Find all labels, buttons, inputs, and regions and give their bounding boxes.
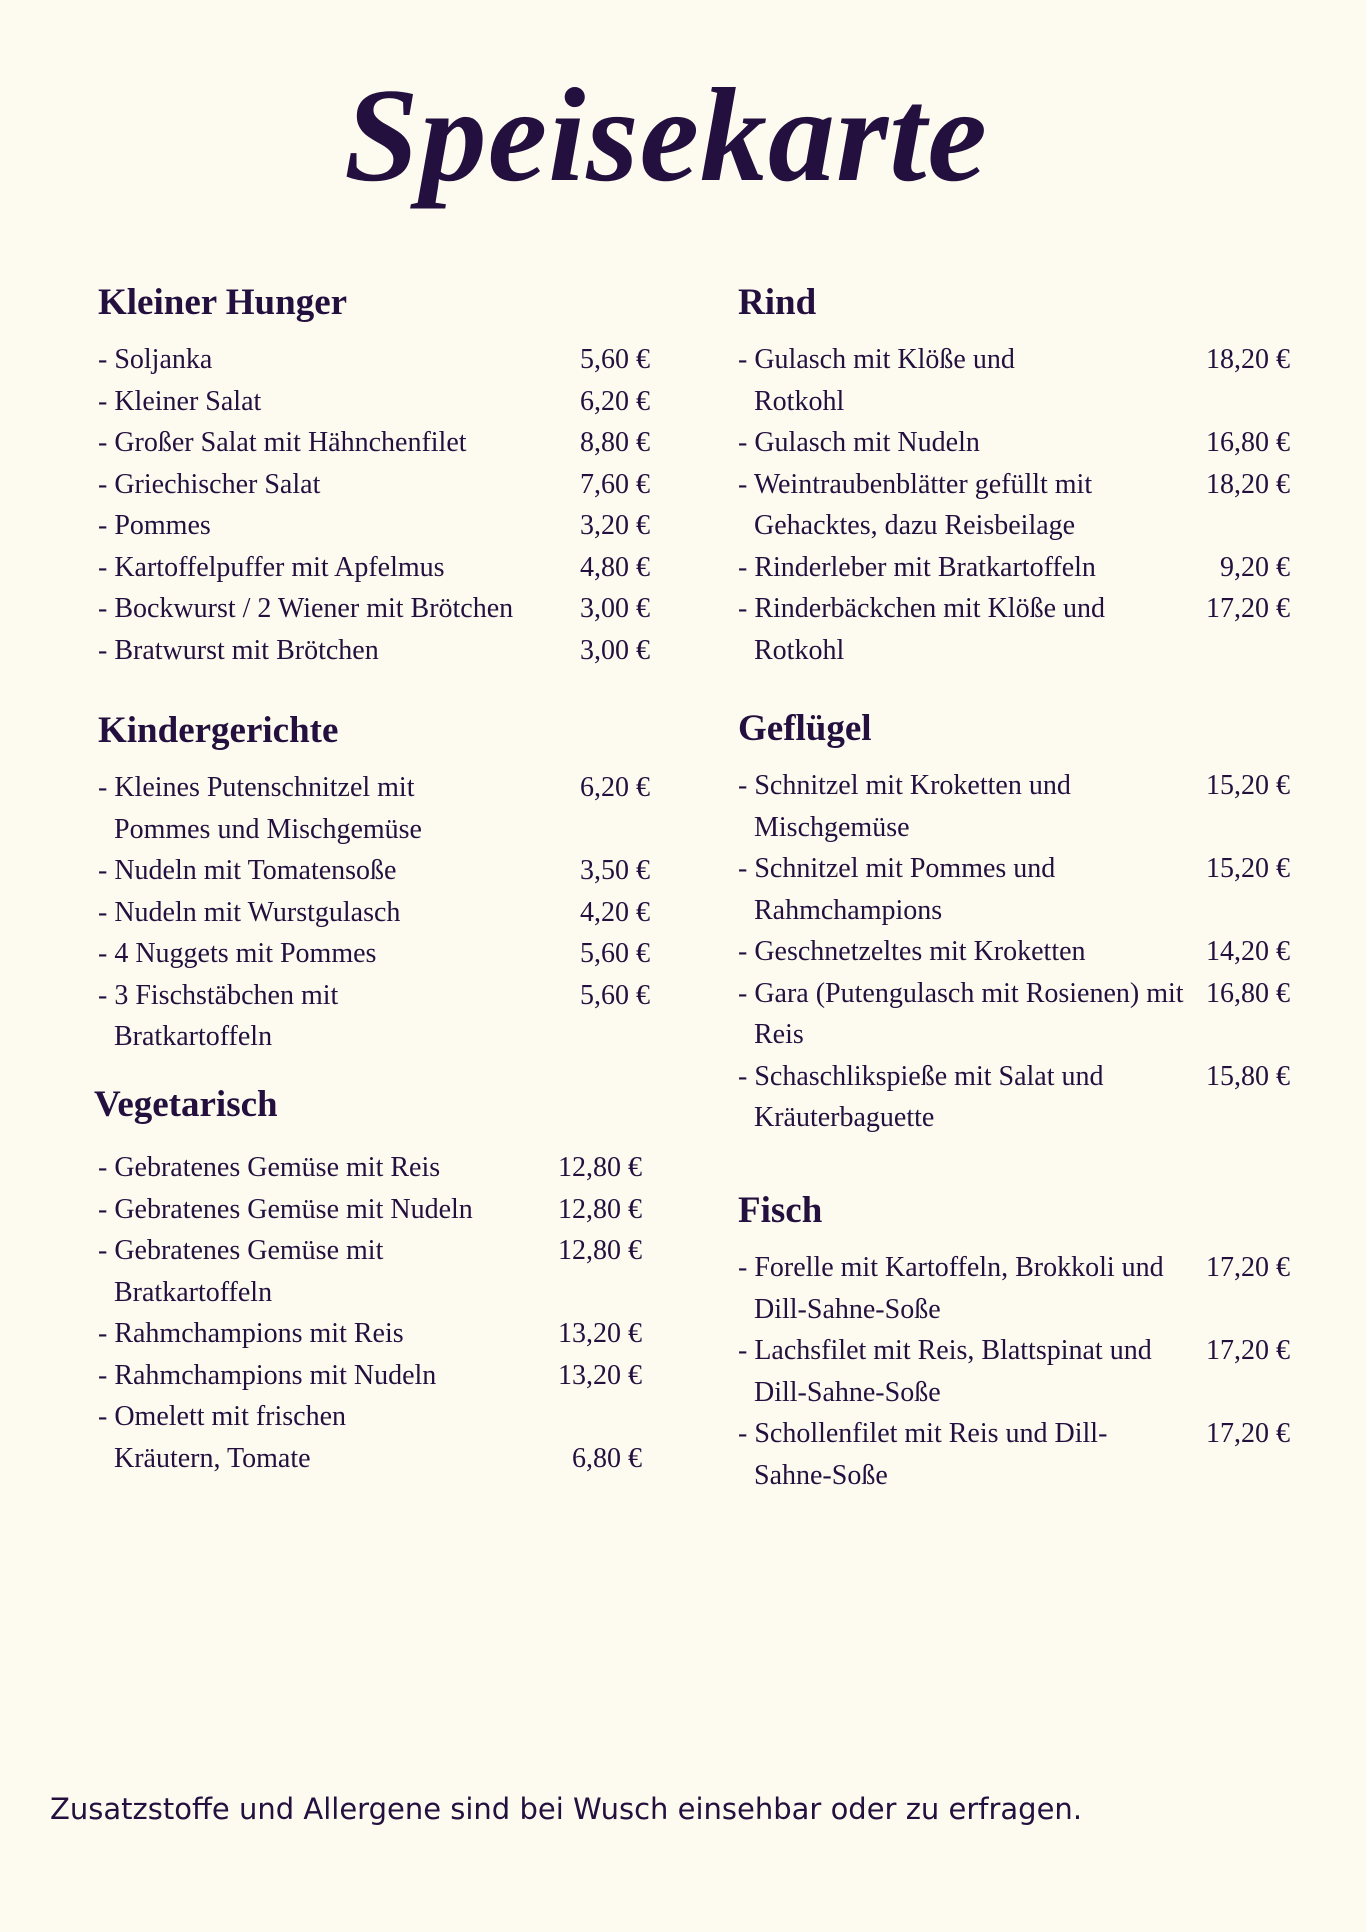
item-price: 4,20 € bbox=[580, 896, 650, 928]
item-name: - Gulasch mit Nudeln bbox=[738, 427, 980, 458]
item-price: 12,80 € bbox=[558, 1152, 642, 1183]
item-price: 3,50 € bbox=[580, 855, 650, 886]
menu-item bbox=[738, 848, 1290, 931]
item-price: 4,80 € bbox=[580, 551, 650, 583]
item-price: 6,80 € bbox=[572, 1442, 642, 1474]
item-name: - Kartoffelpuffer mit Apfelmus bbox=[98, 551, 445, 583]
menu-item bbox=[738, 765, 1290, 848]
item-price: 17,20 € bbox=[1206, 1335, 1290, 1366]
menu-item bbox=[738, 547, 1290, 589]
section-vegetarisch bbox=[94, 1086, 646, 1479]
item-price: 13,20 € bbox=[558, 1318, 642, 1349]
menu-item bbox=[98, 1147, 642, 1189]
item-price: 16,80 € bbox=[1206, 427, 1290, 458]
item-name: - Schollenfilet mit Reis und Dill-Sahne-Soße bbox=[738, 1418, 1108, 1491]
allergen-note: Zusatzstoffe und Allergene sind bei Wusch einsehbar oder zu erfragen. bbox=[50, 1792, 1083, 1826]
item-price: 8,80 € bbox=[580, 427, 650, 458]
menu-item bbox=[738, 973, 1290, 1056]
item-name: - Lachsfilet mit Reis, Blattspinat und Dill-Sahne-Soße bbox=[738, 1335, 1152, 1408]
section-heading: Rind bbox=[738, 282, 817, 323]
menu-item bbox=[98, 1313, 642, 1355]
item-name: - Großer Salat mit Hähnchenfilet bbox=[98, 427, 467, 458]
item-price: 6,20 € bbox=[580, 772, 650, 803]
item-name: - Forelle mit Kartoffeln, Brokkoli und Dill-Sahne-Soße bbox=[738, 1252, 1164, 1325]
menu-item bbox=[738, 339, 1290, 422]
menu-item bbox=[98, 339, 650, 381]
section-kindergerichte bbox=[98, 712, 650, 1058]
item-name: - Rinderbäckchen mit Klöße und Rotkohl bbox=[738, 593, 1106, 666]
item-price: 9,20 € bbox=[1220, 551, 1290, 583]
menu-item bbox=[98, 381, 650, 423]
menu-item bbox=[738, 588, 1290, 671]
section-heading: Vegetarisch bbox=[94, 1084, 278, 1125]
menu-item bbox=[98, 933, 650, 975]
item-price: 15,80 € bbox=[1206, 1060, 1290, 1092]
item-price: 14,20 € bbox=[1206, 936, 1290, 967]
section-gefluegel bbox=[738, 710, 1290, 1139]
menu-item bbox=[98, 1396, 642, 1479]
item-price: 18,20 € bbox=[1206, 468, 1290, 500]
menu-item bbox=[98, 1189, 642, 1231]
menu-item bbox=[738, 1247, 1290, 1330]
item-price: 17,20 € bbox=[1206, 1418, 1290, 1449]
menu-item bbox=[738, 931, 1290, 973]
item-name: - Kleines Putenschnitzel mit Pommes und Mischgemüse bbox=[98, 772, 422, 845]
item-price: 18,20 € bbox=[1206, 344, 1290, 375]
item-price: 15,20 € bbox=[1206, 853, 1290, 884]
item-name: - Nudeln mit Tomatensoße bbox=[98, 855, 397, 886]
item-price: 12,80 € bbox=[558, 1193, 642, 1225]
menu-item bbox=[98, 850, 650, 892]
menu-item bbox=[738, 422, 1290, 464]
item-price: 6,20 € bbox=[580, 385, 650, 417]
item-name: - Bratwurst mit Brötchen bbox=[98, 634, 379, 666]
menu-item bbox=[98, 505, 650, 547]
item-price: 17,20 € bbox=[1206, 593, 1290, 624]
section-fisch bbox=[738, 1192, 1290, 1496]
item-price: 13,20 € bbox=[558, 1359, 642, 1391]
item-name: - Omelett mit frischen Kräutern, Tomate bbox=[98, 1401, 347, 1474]
item-name: - Schnitzel mit Kroketten und Mischgemüse bbox=[738, 770, 1071, 843]
item-name: - 3 Fischstäbchen mit Bratkartoffeln bbox=[98, 979, 339, 1052]
menu-item bbox=[98, 630, 650, 672]
menu-item bbox=[738, 1330, 1290, 1413]
item-price: 3,20 € bbox=[580, 510, 650, 541]
item-name: - Griechischer Salat bbox=[98, 468, 321, 500]
item-name: - Gara (Putengulasch mit Rosienen) mit Reis bbox=[738, 977, 1184, 1050]
section-rind bbox=[738, 284, 1290, 671]
item-name: - Kleiner Salat bbox=[98, 385, 262, 417]
page-title: Speisekarte bbox=[344, 61, 988, 209]
item-name: - Nudeln mit Wurstgulasch bbox=[98, 896, 401, 928]
item-price: 5,60 € bbox=[580, 979, 650, 1011]
item-price: 12,80 € bbox=[558, 1235, 642, 1266]
item-name: - Bockwurst / 2 Wiener mit Brötchen bbox=[98, 593, 514, 624]
item-name: - Weintraubenblätter gefüllt mit Gehacktes, dazu Reisbeilage bbox=[738, 468, 1093, 541]
item-price: 3,00 € bbox=[580, 593, 650, 624]
item-name: - Geschnetzeltes mit Kroketten bbox=[738, 936, 1086, 967]
section-heading: Geflügel bbox=[738, 708, 872, 749]
menu-item bbox=[98, 1230, 642, 1313]
item-price: 16,80 € bbox=[1206, 977, 1290, 1009]
item-name: - 4 Nuggets mit Pommes bbox=[98, 938, 377, 969]
menu-item bbox=[738, 1056, 1290, 1139]
item-price: 17,20 € bbox=[1206, 1252, 1290, 1283]
item-name: - Rahmchampions mit Nudeln bbox=[98, 1359, 437, 1391]
item-name: - Pommes bbox=[98, 510, 211, 541]
item-price: 7,60 € bbox=[580, 468, 650, 500]
item-price: 15,20 € bbox=[1206, 770, 1290, 801]
menu-item bbox=[98, 892, 650, 934]
menu-item bbox=[98, 975, 650, 1058]
menu-item bbox=[98, 588, 650, 630]
item-name: - Gebratenes Gemüse mit Reis bbox=[98, 1152, 441, 1183]
item-price: 5,60 € bbox=[580, 938, 650, 969]
menu-item bbox=[738, 464, 1290, 547]
item-name: - Schnitzel mit Pommes und Rahmchampions bbox=[738, 853, 1056, 926]
menu-item bbox=[98, 1355, 642, 1397]
section-heading: Kindergerichte bbox=[98, 710, 339, 751]
menu-item bbox=[98, 767, 650, 850]
item-name: - Gulasch mit Klöße und Rotkohl bbox=[738, 344, 1015, 417]
section-heading: Fisch bbox=[738, 1190, 823, 1231]
item-name: - Rinderleber mit Bratkartoffeln bbox=[738, 551, 1096, 583]
section-heading: Kleiner Hunger bbox=[98, 282, 348, 323]
menu-item bbox=[98, 464, 650, 506]
item-name: - Schaschlikspieße mit Salat und Kräuterbaguette bbox=[738, 1060, 1104, 1133]
item-price: 5,60 € bbox=[580, 344, 650, 375]
menu-item bbox=[98, 547, 650, 589]
menu-item bbox=[98, 422, 650, 464]
menu-item bbox=[738, 1413, 1290, 1496]
item-name: - Rahmchampions mit Reis bbox=[98, 1318, 404, 1349]
item-name: - Soljanka bbox=[98, 344, 213, 375]
item-name: - Gebratenes Gemüse mit Nudeln bbox=[98, 1193, 473, 1225]
item-name: - Gebratenes Gemüse mit Bratkartoffeln bbox=[98, 1235, 384, 1308]
item-price: 3,00 € bbox=[580, 634, 650, 666]
section-kleiner-hunger bbox=[98, 284, 650, 671]
